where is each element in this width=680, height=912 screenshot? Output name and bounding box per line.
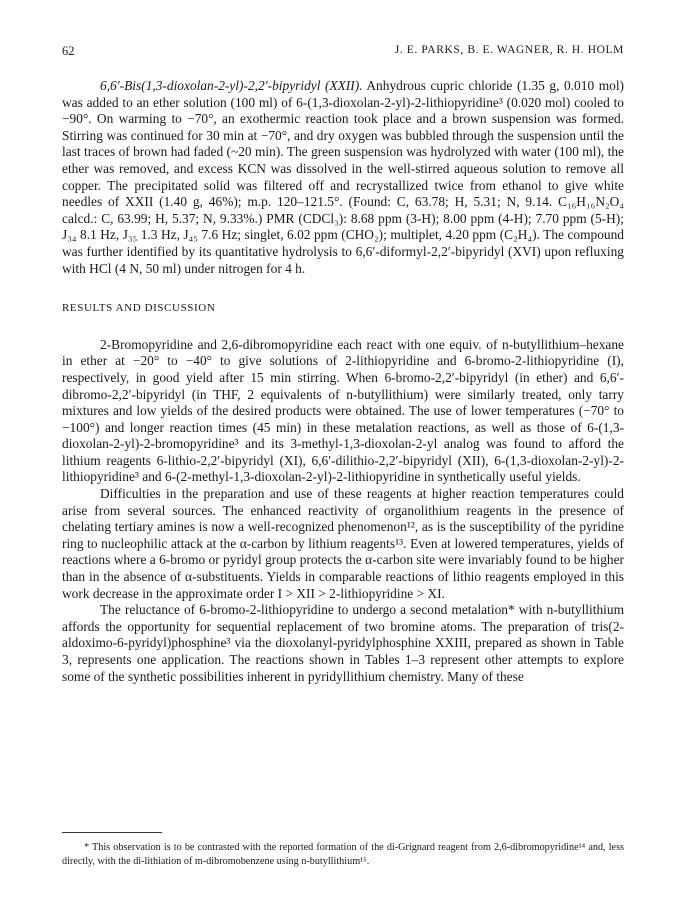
compound-text: Anhydrous cupric chloride (1.35 g, 0.010 mol) was added to an ether solution (100 ml) of 6-(1,3-dioxolan-2-yl)-2-lithiopyridine³ (0.020 mol) cooled to −90°. On warming to −70°, an exothermic reaction took place and a brown suspension was formed. Stirring was continued for 30 min at −70°, and dry oxygen was bubbled through the suspension until the last traces of brown had faded (~20 min). The green suspension was hydrolyzed with water (100 ml), the ether was removed, and excess KCN was dissolved in the well-stirred aqueous solution to remove all copper. The precipitated solid was filtered off and recrystallized twice from ethanol to give white needles of XXII (1.40 g, 46%); m.p. 120–121.5°. (Found: C, 63.78; H, 5.31; N, 9.14. C₁₆H₁₆N₂O₄ calcd.: C, 63.99; H, 5.37; N, 9.33%.) PMR (CDCl₃): 8.68 ppm (3-H); 8.00 ppm (4-H); 7.70 ppm (5-H); J₃₄ 8.1 Hz, J₃₅ 1.3 Hz, J₄₅ 7.6 Hz; singlet, 6.02 ppm (CHO₂); multiplet, 4.20 ppm (C₂H₄). The compound was further identified by its quantitative hydrolysis to 6,6′-diformyl-2,2′-bipyridyl (XVI) upon refluxing with HCl (4 N, 50 ml) under nitrogen for 4 h. <box>62 78 624 276</box>
footnote-rule <box>62 832 162 833</box>
body-paragraph-2: Difficulties in the preparation and use of these reagents at higher reaction temperatures could arise from several sources. The enhanced reactivity of organolithium reagents in the presence of chelating tertiary amines is now a well-recognized phenomenon¹², as is the susceptibility of the pyridine ring to nucleophilic attack at the α-carbon by lithium reagents¹³. Even at lowered temperatures, yields of reactions where a 6-bromo or pyridyl group protects the α-carbon site were invariably found to be higher than in the absence of α-substituents. Yields in comparable reactions of lithio reagents employed in this work decrease in the approximate order I > XII > 2-lithiopyridine > XI. <box>62 486 624 601</box>
body-paragraph-3: The reluctance of 6-bromo-2-lithiopyridine to undergo a second metalation* with n-butyllithium affords the opportunity for sequential replacement of two bromine atoms. The preparation of tris(2-aldoximo-6-pyridyl)phosphine³ via the dioxolanyl-pyridylphosphine XXIII, prepared as shown in Table 3, represents one application. The reactions shown in Tables 1–3 represent other attempts to explore some of the synthetic possibilities inherent in pyridyllithium chemistry. Many of these <box>62 602 624 684</box>
page-header <box>62 44 624 64</box>
compound-paragraph <box>62 78 624 277</box>
body-paragraph-1: 2-Bromopyridine and 2,6-dibromopyridine each react with one equiv. of n-butyllithium–hexane in ether at −20° to −40° to give solutions of 2-lithiopyridine and 6-bromo-2-lithiopyridine (I), respectively, in good yield after 15 min stirring. When 6-bromo-2,2′-bipyridyl (in ether) and 6,6′-dibromo-2,2′-bipyridyl (in THF, 2 equivalents of n-butyllithium) were similarly treated, only tarry mixtures and low yields of the desired products were obtained. The use of lower temperatures (−70° to −100°) and longer reaction times (45 min) in these metalation reactions, as well as those of 6-(1,3-dioxolan-2-yl)-2-bromopyridine³ and its 3-methyl-1,3-dioxolan-2-yl analog was found to afford the lithium reagents 6-lithio-2,2′-bipyridyl (XI), 6,6′-dilithio-2,2′-bipyridyl (XII), 6-(1,3-dioxolan-2-yl)-2-lithiopyridine³ and 6-(2-methyl-1,3-dioxolan-2-yl)-2-lithiopyridine in synthetically useful yields. <box>62 336 624 485</box>
article-body <box>62 78 624 685</box>
running-head-authors: J. E. PARKS, B. E. WAGNER, R. H. HOLM <box>394 44 624 56</box>
compound-title: 6,6′-Bis(1,3-dioxolan-2-yl)-2,2′-bipyridyl (XXII). <box>100 78 363 93</box>
page-number: 62 <box>62 44 75 58</box>
section-heading: RESULTS AND DISCUSSION <box>62 302 216 315</box>
footnote: * This observation is to be contrasted with the reported formation of the di-Grignard reagent from 2,6-dibromopyridine¹⁴ and, less directly, with the di-lithiation of m-dibromobenzene using n-butyllithium¹⁵. <box>62 842 624 867</box>
